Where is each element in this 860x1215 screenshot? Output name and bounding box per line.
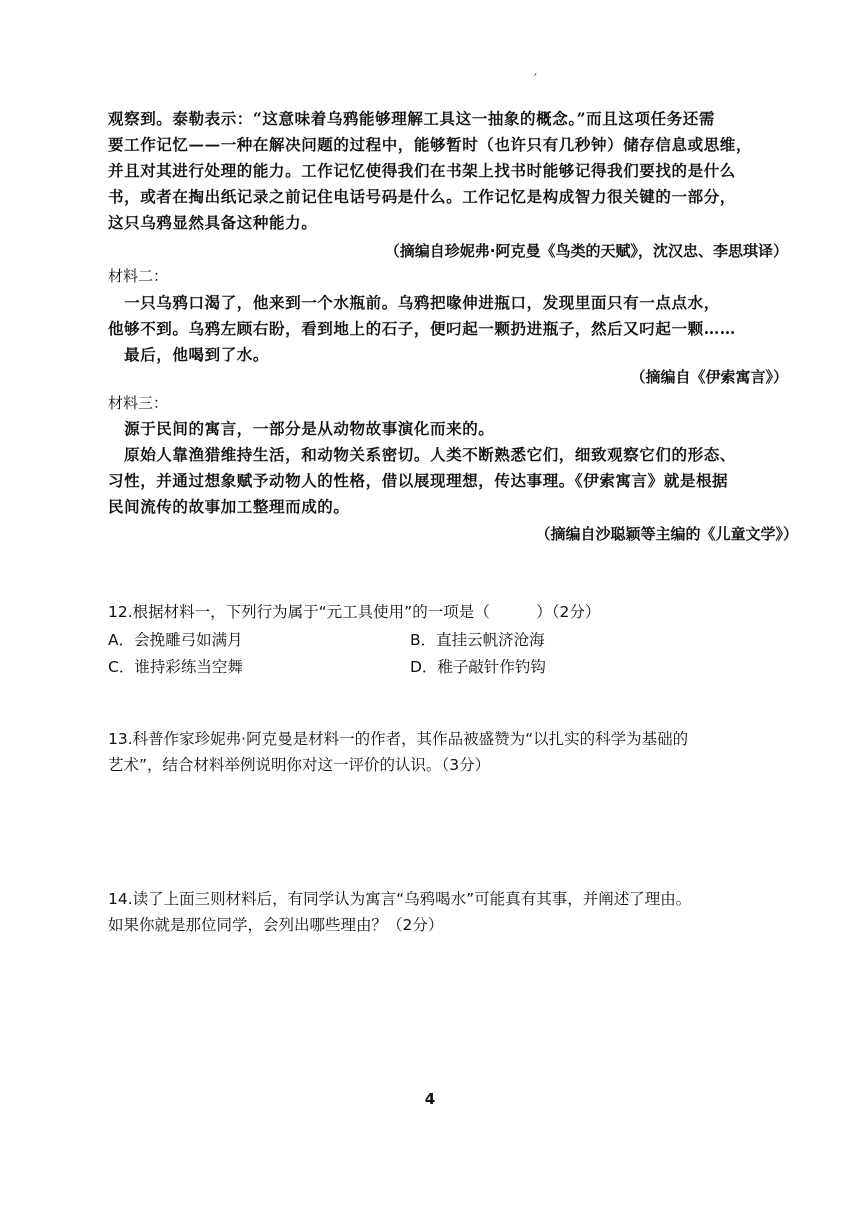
material1-line-4: 书，或者在掏出纸记录之前记住电话号码是什么。工作记忆是构成智力很关键的一部分， (108, 187, 736, 206)
question-13-line-1: 13.科普作家珍妮弗·阿克曼是材料一的作者，其作品被盛赞为“以扎实的科学为基础的 (108, 730, 689, 748)
question-13-line-2: 艺术”，结合材料举例说明你对这一评价的认识。（3分） (108, 756, 491, 774)
scan-mark: ′ (534, 72, 537, 87)
material3-line-2: 原始人靠渔猎维持生活，和动物关系密切。人类不断熟悉它们，细致观察它们的形态、 (108, 445, 736, 464)
material3-line-1: 源于民间的寓言，一部分是从动物故事演化而来的。 (108, 419, 495, 438)
material3-line-4: 民间流传的故事加工整理而成的。 (108, 497, 350, 516)
material1-line-5: 这只乌鸦显然具备这种能力。 (108, 213, 318, 232)
material2-line-2: 他够不到。乌鸦左顾右盼，看到地上的石子，便叼起一颗扔进瓶子，然后又叼起一颗…… (108, 319, 736, 338)
question-12-option-b: B．直挂云帆济沧海 (410, 631, 545, 649)
question-12-option-a: A．会挽雕弓如满月 (108, 631, 243, 649)
material3-heading: 材料三： (108, 394, 169, 412)
question-12-stem: 12.根据材料一，下列行为属于“元工具使用”的一项是（ ）（2分） (108, 603, 601, 621)
material1-source: （摘编自珍妮弗·阿克曼《鸟类的天赋》，沈汉忠、李思琪译） (384, 242, 788, 260)
material2-heading: 材料二： (108, 267, 169, 285)
page-number: 4 (424, 1090, 436, 1108)
question-12-option-d: D．稚子敲针作钓钩 (410, 658, 546, 676)
material2-source: （摘编自《伊索寓言》） (630, 368, 788, 386)
material2-line-1: 一只乌鸦口渴了，他来到一个水瓶前。乌鸦把喙伸进瓶口，发现里面只有一点点水， (108, 293, 720, 312)
material1-line-1: 观察到。泰勒表示：“这意味着乌鸦能够理解工具这一抽象的概念。”而且这项任务还需 (108, 109, 715, 128)
question-14-line-2: 如果你就是那位同学，会列出哪些理由？（2分） (108, 916, 444, 934)
question-12-option-c: C．谁持彩练当空舞 (108, 658, 243, 676)
material1-line-3: 并且对其进行处理的能力。工作记忆使得我们在书架上找书时能够记得我们要找的是什么 (108, 161, 736, 180)
material1-line-2: 要工作记忆——一种在解决问题的过程中，能够暂时（也许只有几秒钟）储存信息或思维， (108, 135, 753, 154)
material3-source: （摘编自沙聪颖等主编的《儿童文学》） (535, 525, 798, 543)
material3-line-3: 习性，并通过想象赋予动物人的性格，借以展现理想，传达事理。《伊索寓言》就是根据 (108, 471, 729, 490)
question-14-line-1: 14.读了上面三则材料后，有同学认为寓言“乌鸦喝水”可能真有其事，并阐述了理由。 (108, 890, 692, 908)
material2-line-3: 最后，他喝到了水。 (108, 345, 270, 364)
